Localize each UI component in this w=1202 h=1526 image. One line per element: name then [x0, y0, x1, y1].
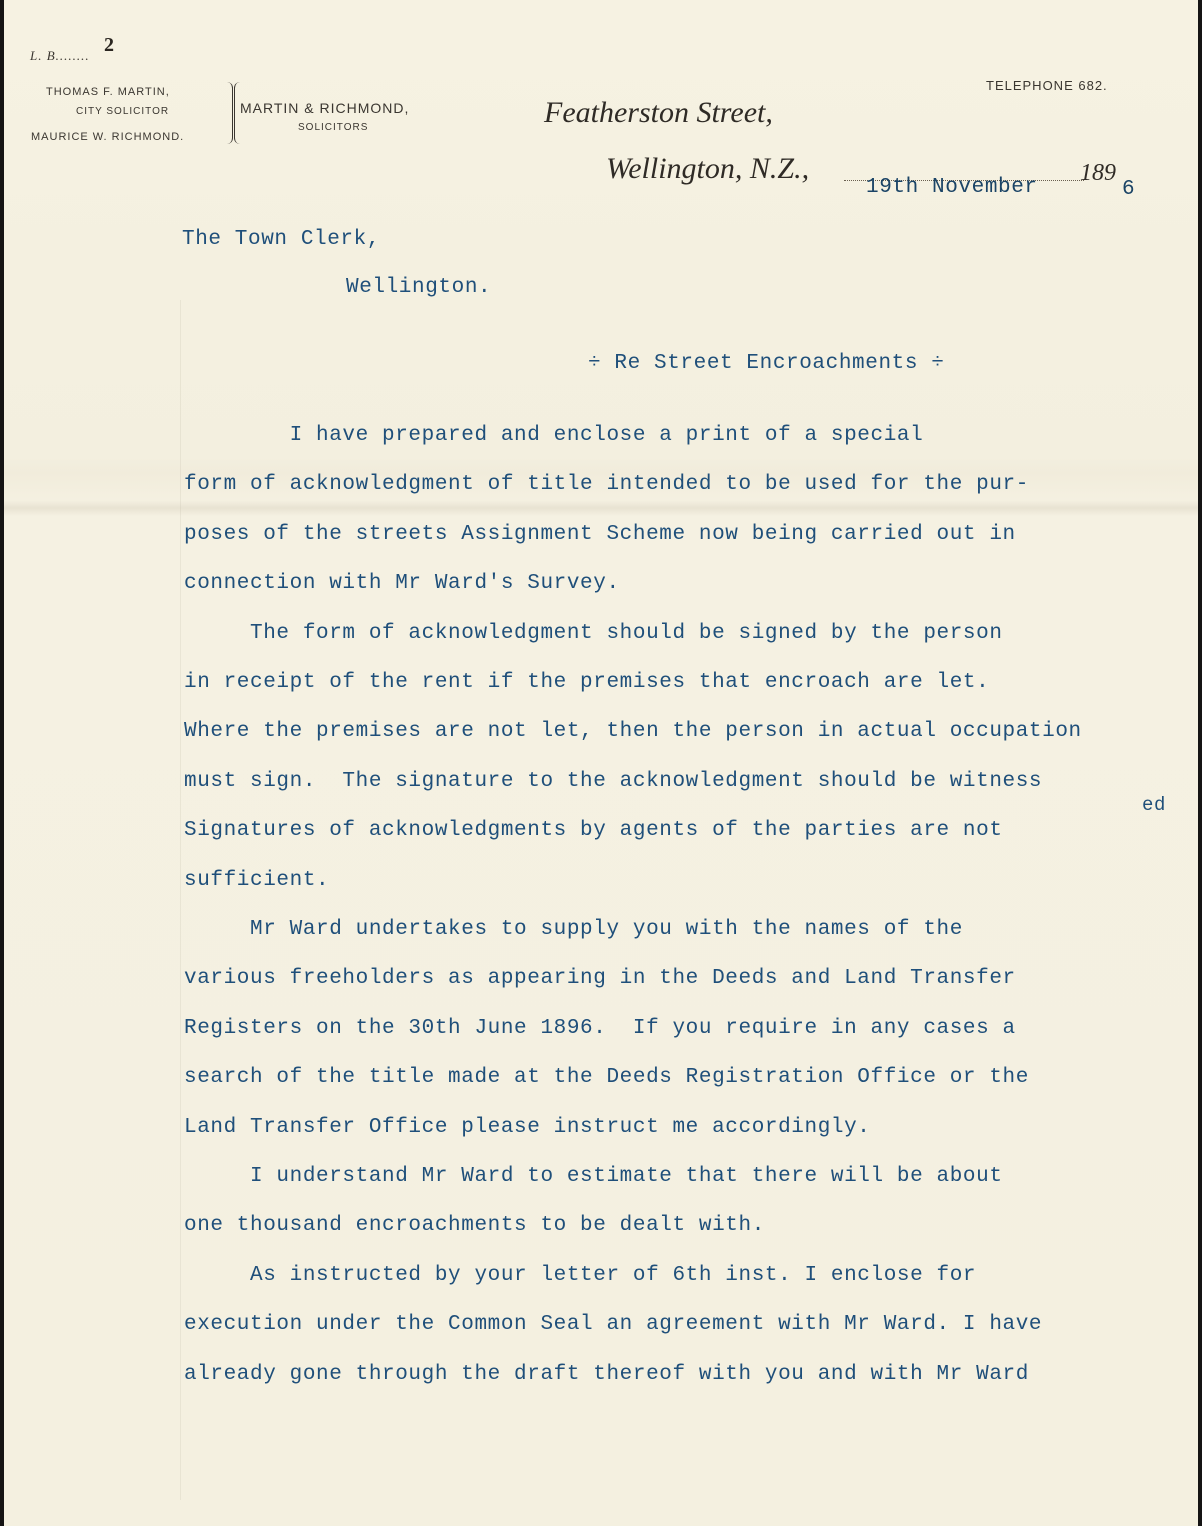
recipient-line-2: Wellington.	[346, 276, 492, 299]
street-address: Featherston Street,	[544, 96, 773, 129]
subject-line: ÷ Re Street Encroachments ÷	[588, 352, 945, 375]
body-line: form of acknowledgment of title intended to be used for the pur-	[184, 473, 1029, 496]
firm-subtitle: SOLICITORS	[298, 122, 369, 133]
letterhead-bracket	[226, 82, 233, 144]
telephone: TELEPHONE 682.	[986, 78, 1108, 93]
city-address: Wellington, N.Z.,	[606, 152, 810, 185]
body-line: already gone through the draft thereof with you and with Mr Ward	[184, 1363, 1029, 1386]
letter-date: 19th November	[866, 176, 1038, 199]
letterbook-label: L. B........	[30, 48, 90, 63]
body-line: sufficient.	[184, 869, 330, 892]
year-prefix: 189	[1080, 160, 1116, 186]
margin-line	[180, 300, 181, 1500]
letterbook-number: 2	[104, 34, 114, 56]
letter-page	[4, 0, 1198, 1526]
body-line: one thousand encroachments to be dealt with.	[184, 1214, 765, 1237]
partner-title-1: CITY SOLICITOR	[76, 106, 170, 117]
firm-name: MARTIN & RICHMOND,	[240, 100, 410, 116]
body-line: Registers on the 30th June 1896. If you require in any cases a	[184, 1017, 1016, 1040]
body-line: poses of the streets Assignment Scheme now being carried out in	[184, 523, 1016, 546]
body-line: I have prepared and enclose a print of a special	[184, 424, 924, 447]
body-line: execution under the Common Seal an agreement with Mr Ward. I have	[184, 1313, 1043, 1336]
recipient-line-1: The Town Clerk,	[182, 228, 381, 251]
body-line: I understand Mr Ward to estimate that there will be about	[184, 1165, 1003, 1188]
year-suffix: 6	[1122, 178, 1136, 201]
partner-name-2: MAURICE W. RICHMOND.	[31, 131, 185, 143]
insertion-ed: ed	[1142, 794, 1167, 816]
body-line: Mr Ward undertakes to supply you with the names of the	[184, 918, 963, 941]
body-line: As instructed by your letter of 6th inst. I enclose for	[184, 1264, 977, 1287]
body-line: connection with Mr Ward's Survey.	[184, 572, 620, 595]
body-line: various freeholders as appearing in the Deeds and Land Transfer	[184, 967, 1016, 990]
body-line: The form of acknowledgment should be signed by the person	[184, 622, 1003, 645]
body-line: search of the title made at the Deeds Registration Office or the	[184, 1066, 1029, 1089]
body-line: Land Transfer Office please instruct me accordingly.	[184, 1116, 871, 1139]
body-line: in receipt of the rent if the premises that encroach are let.	[184, 671, 990, 694]
partner-name-1: THOMAS F. MARTIN,	[46, 86, 170, 98]
watermark	[404, 380, 744, 940]
body-line: must sign. The signature to the acknowledgment should be witness	[184, 770, 1043, 793]
body-line: Signatures of acknowledgments by agents of the parties are not	[184, 819, 1003, 842]
body-line: Where the premises are not let, then the person in actual occupation	[184, 720, 1082, 743]
